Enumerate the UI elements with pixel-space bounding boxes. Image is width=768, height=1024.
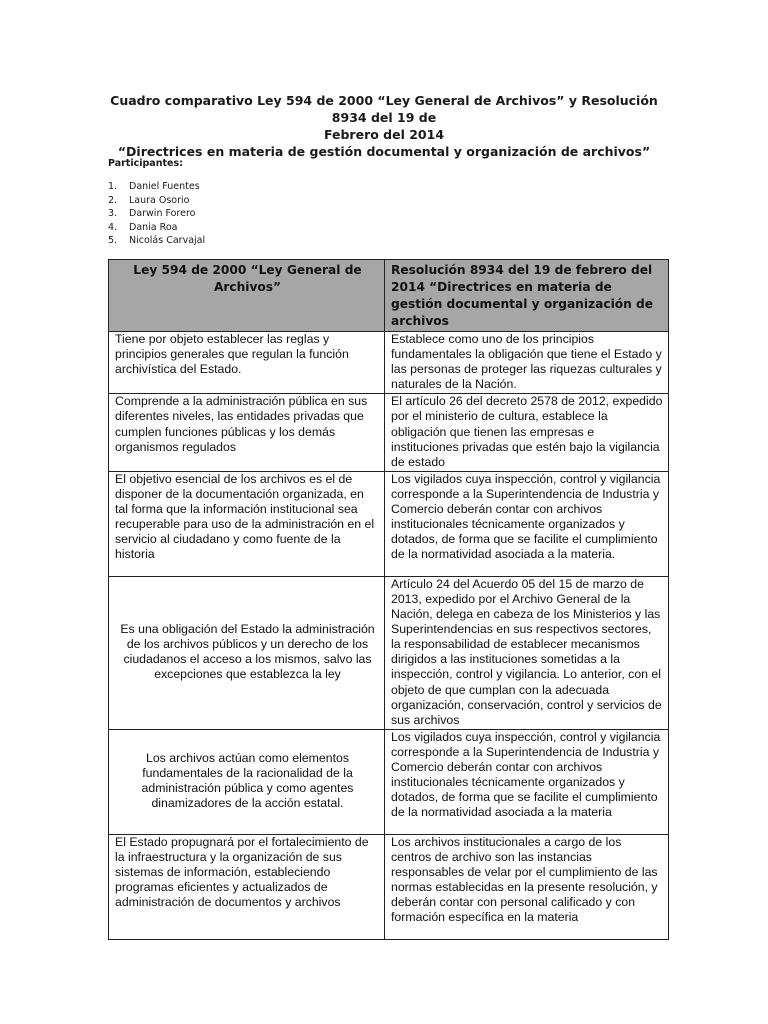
comparison-table xyxy=(108,259,669,940)
table-row xyxy=(109,394,669,471)
table-cell-ley: Comprende a la administración pública en sus diferentes niveles, las entidades privadas que cumplen funciones públicas y los demás organismos regulados xyxy=(109,394,385,471)
table-cell-resolucion: Los archivos institucionales a cargo de los centros de archivo son las instancias responsables de velar por el cumplimiento de las normas establecidas en la presente resolución, y deberán contar con personal calificado y con formación específica en la materia xyxy=(385,834,669,939)
table-cell-ley: Los archivos actúan como elementos fundamentales de la racionalidad de la administración pública y como agentes dinamizadores de la acción estatal. xyxy=(109,729,385,834)
participant-name: Darwin Forero xyxy=(129,208,196,219)
list-item xyxy=(108,180,205,194)
list-item xyxy=(108,221,205,235)
participants-label: Participantes: xyxy=(108,158,183,169)
table-cell-resolucion: El artículo 26 del decreto 2578 de 2012, expedido por el ministerio de cultura, establece la obligación que tienen las empresas e instituciones privadas que estén bajo la vigilancia de estado xyxy=(385,394,669,471)
table-cell-ley: El Estado propugnará por el fortalecimiento de la infraestructura y la organización de sus sistemas de información, estableciendo programas eficientes y actualizados de administración de documentos y archivos xyxy=(109,834,385,939)
table-header-row xyxy=(109,260,669,332)
participant-name: Dania Roa xyxy=(129,221,178,233)
list-number: 1. xyxy=(108,181,118,192)
table-row xyxy=(109,576,669,729)
title-line-1: Cuadro comparativo Ley 594 de 2000 “Ley General de Archivos” y Resolución 8934 del 19 de xyxy=(110,93,658,125)
table-cell-resolucion: Los vigilados cuya inspección, control y vigilancia corresponde a la Superintendencia de Industria y Comercio deberán contar con archivos institucionales técnicamente organizados y dotados, de forma que se facilite el cumplimiento de la normatividad asociada a la materia xyxy=(385,729,669,834)
header-resolucion-8934: Resolución 8934 del 19 de febrero del 2014 “Directrices en materia de gestión documental y organización de archivos xyxy=(385,260,669,332)
table-row xyxy=(109,729,669,834)
table-cell-resolucion: Los vigilados cuya inspección, control y vigilancia corresponde a la Superintendencia de Industria y Comercio deberán contar con archivos institucionales técnicamente organizados y dotados, de forma que se facilite el cumplimiento de la normatividad asociada a la materia. xyxy=(385,471,669,576)
document-title xyxy=(108,92,660,160)
table-row xyxy=(109,332,669,394)
header-ley-594: Ley 594 de 2000 “Ley General de Archivos” xyxy=(109,260,385,332)
title-line-2: Febrero del 2014 xyxy=(323,127,445,142)
list-item xyxy=(108,194,205,208)
participant-name: Daniel Fuentes xyxy=(129,181,200,192)
table-cell-ley: Es una obligación del Estado la administración de los archivos públicos y un derecho de los ciudadanos el acceso a los mismos, salvo las excepciones que establezca la ley xyxy=(109,576,385,729)
table-cell-resolucion: Establece como uno de los principios fundamentales la obligación que tiene el Estado y las personas de proteger las riquezas culturales y naturales de la Nación. xyxy=(385,332,669,394)
participants-list xyxy=(108,180,205,248)
list-number: 5. xyxy=(108,235,118,246)
table-row xyxy=(109,471,669,576)
list-number: 3. xyxy=(108,208,118,219)
table-cell-ley: El objetivo esencial de los archivos es el de disponer de la documentación organizada, en tal forma que la información institucional sea recuperable para uso de la administración en el servicio al ciudadano y como fuente de la historia xyxy=(109,471,385,576)
table-cell-resolucion: Artículo 24 del Acuerdo 05 del 15 de marzo de 2013, expedido por el Archivo General de la Nación, delega en cabeza de los Ministerios y las Superintendencias en sus respectivos sectores, la responsabilidad de establecer mecanismos dirigidos a las instituciones sometidas a la inspección, control y vigilancia. Lo anterior, con el objeto de que cumplan con la adecuada organización, conservación, control y servicios de sus archivos xyxy=(385,576,669,729)
table-row xyxy=(109,834,669,939)
list-item xyxy=(108,234,205,248)
table-cell-ley: Tiene por objeto establecer las reglas y principios generales que regulan la función archivística del Estado. xyxy=(109,332,385,394)
list-number: 4. xyxy=(108,221,118,233)
list-number: 2. xyxy=(108,194,118,206)
participant-name: Nicolás Carvajal xyxy=(129,235,206,246)
list-item xyxy=(108,207,205,221)
title-line-3: “Directrices en materia de gestión documental y organización de archivos” xyxy=(117,144,651,159)
participant-name: Laura Osorio xyxy=(129,194,190,206)
